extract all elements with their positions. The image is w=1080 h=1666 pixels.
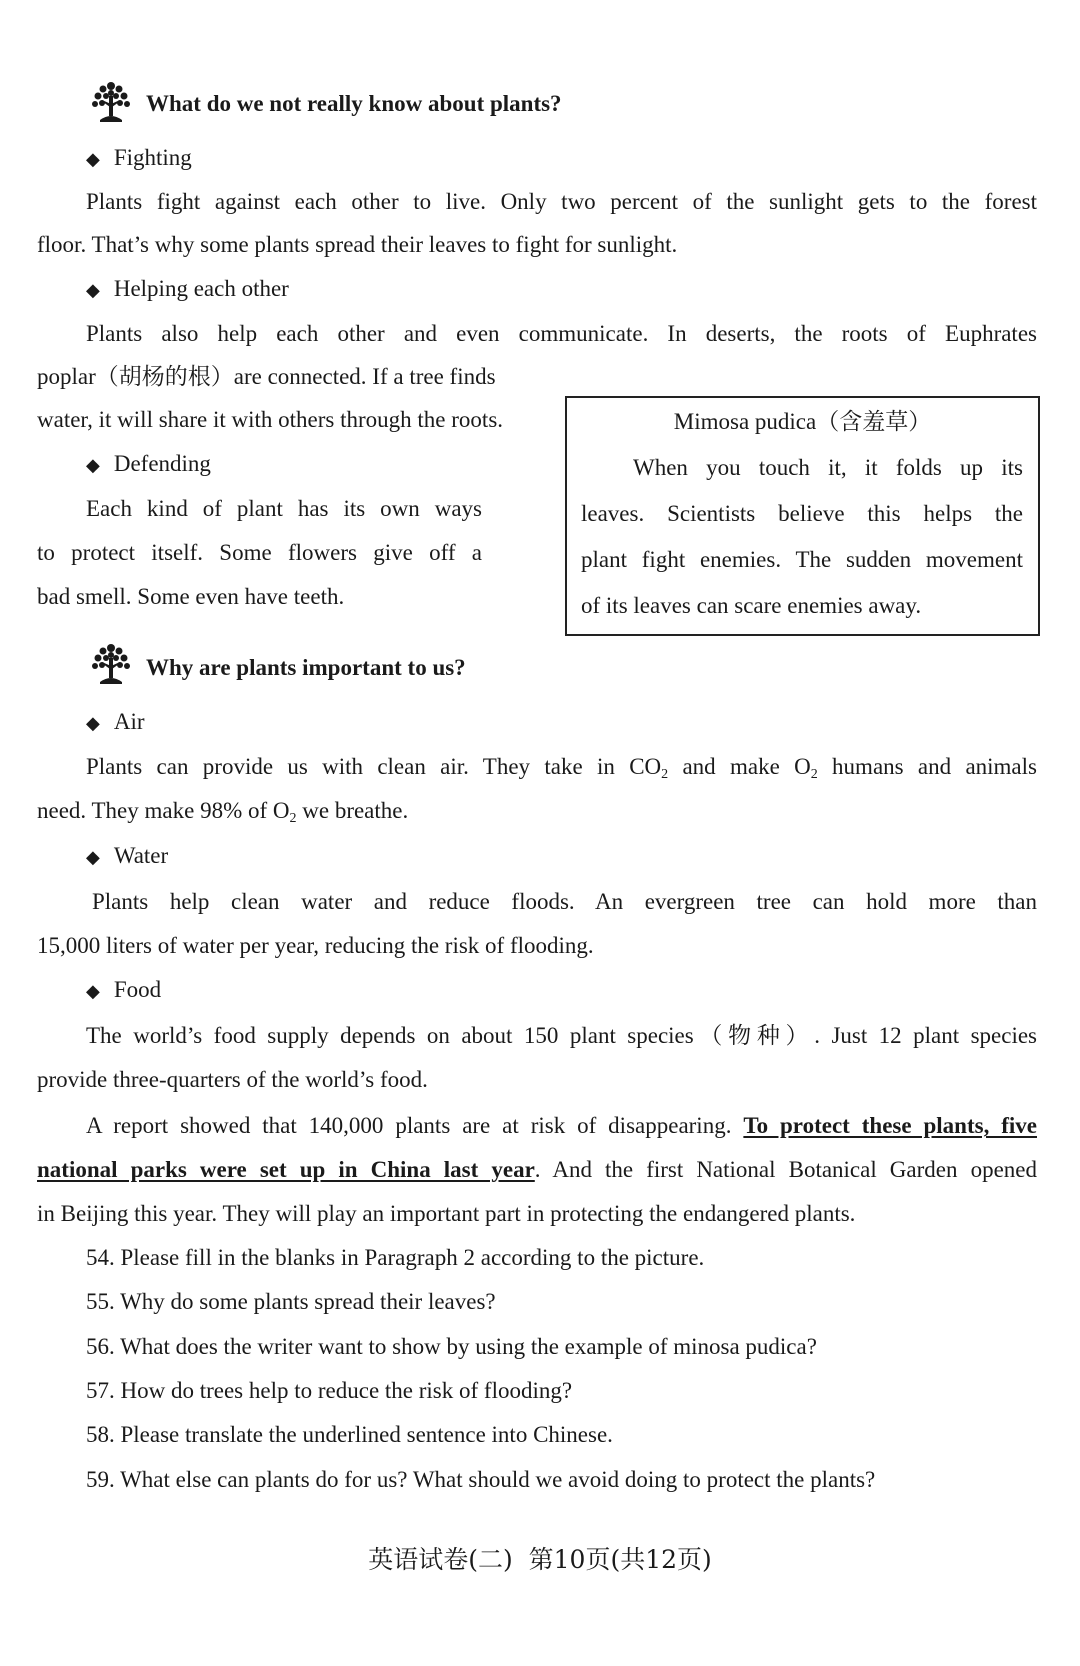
text-run: humans and animals: [817, 754, 1037, 779]
bullet-air: [86, 706, 145, 739]
tree-icon: [90, 78, 132, 124]
underlined-sentence: national parks were set up in China last year: [37, 1157, 535, 1182]
paragraph-line: Each kind of plant has its own ways: [86, 496, 482, 521]
paragraph-line: Plants fight against each other to live. Only two percent of the sunlight gets to the forest: [86, 189, 1037, 214]
question-54: 54. Please fill in the blanks in Paragraph 2 according to the picture.: [86, 1245, 705, 1270]
paragraph-line: floor. That’s why some plants spread their leaves to fight for sunlight.: [37, 232, 678, 257]
paragraph-line: 15,000 liters of water per year, reducing the risk of flooding.: [37, 933, 594, 958]
bullet-defending: [86, 448, 211, 481]
bullet-label: Air: [113, 709, 145, 734]
paragraph-line: Plants also help each other and even communicate. In deserts, the roots of Euphrates: [86, 321, 1037, 346]
paragraph-line: to protect itself. Some flowers give off a: [37, 540, 482, 565]
paragraph-line: provide three-quarters of the world’s food.: [37, 1067, 428, 1092]
page-footer: 英语试卷(二) 第10页(共12页): [368, 1545, 712, 1574]
section-heading-plants-important: Why are plants important to us?: [146, 655, 466, 680]
diamond-bullet-icon: ◆: [86, 280, 100, 300]
question-57: 57. How do trees help to reduce the risk of flooding?: [86, 1378, 573, 1403]
text-run: we breathe.: [296, 798, 409, 823]
question-59: 59. What else can plants do for us? What should we avoid doing to protect the plants?: [86, 1467, 876, 1492]
box-line: When you touch it, it folds up its: [633, 455, 1023, 480]
paragraph-line: poplar（胡杨的根）are connected. If a tree finds: [37, 364, 496, 389]
bullet-label: Helping each other: [113, 276, 289, 301]
tree-icon: [90, 640, 132, 686]
question-58: 58. Please translate the underlined sentence into Chinese.: [86, 1422, 613, 1447]
paragraph-line: [37, 795, 408, 827]
bullet-label: Food: [113, 977, 162, 1002]
bullet-label: Fighting: [113, 145, 192, 170]
text-run: Plants can provide us with clean air. They take in CO: [86, 754, 662, 779]
paragraph-line: water, it will share it with others through the roots.: [37, 407, 504, 432]
text-run: need. They make 98% of O: [37, 798, 290, 823]
bullet-water: [86, 840, 168, 873]
section-heading-plants-unknown: What do we not really know about plants?: [146, 91, 562, 116]
diamond-bullet-icon: ◆: [86, 981, 100, 1001]
paragraph-line: [86, 1110, 1037, 1142]
box-line: plant fight enemies. The sudden movement: [581, 547, 1023, 572]
paragraph-line: [86, 751, 1037, 783]
subscript: 2: [661, 767, 669, 782]
paragraph-line: in Beijing this year. They will play an important part in protecting the endangered plants.: [37, 1201, 856, 1226]
diamond-bullet-icon: ◆: [86, 847, 100, 867]
text-run: . And the first National Botanical Garden opened: [534, 1157, 1037, 1182]
paragraph-line: The world’s food supply depends on about 150 plant species（物种）. Just 12 plant species: [86, 1023, 1037, 1048]
bullet-label: Water: [113, 843, 169, 868]
diamond-bullet-icon: ◆: [86, 149, 100, 169]
box-line: leaves. Scientists believe this helps the: [581, 501, 1023, 526]
underlined-sentence: To protect these plants, five: [743, 1113, 1037, 1138]
paragraph-line: [37, 1154, 1037, 1186]
subscript: 2: [810, 767, 818, 782]
paragraph-line: Plants help clean water and reduce floods. An evergreen tree can hold more than: [92, 889, 1037, 914]
box-title: Mimosa pudica（含羞草）: [673, 409, 932, 434]
diamond-bullet-icon: ◆: [86, 455, 100, 475]
subscript: 2: [289, 811, 297, 826]
mimosa-info-box: [565, 396, 1040, 636]
box-line: of its leaves can scare enemies away.: [581, 593, 922, 618]
paragraph-line: bad smell. Some even have teeth.: [37, 584, 345, 609]
bullet-label: Defending: [113, 451, 211, 476]
bullet-helping: [86, 273, 289, 306]
text-run: and make O: [668, 754, 811, 779]
diamond-bullet-icon: ◆: [86, 713, 100, 733]
question-56: 56. What does the writer want to show by using the example of minosa pudica?: [86, 1334, 817, 1359]
bullet-food: [86, 974, 161, 1007]
text-run: A report showed that 140,000 plants are at risk of disappearing.: [86, 1113, 744, 1138]
bullet-fighting: [86, 142, 192, 175]
question-55: 55. Why do some plants spread their leaves?: [86, 1289, 496, 1314]
